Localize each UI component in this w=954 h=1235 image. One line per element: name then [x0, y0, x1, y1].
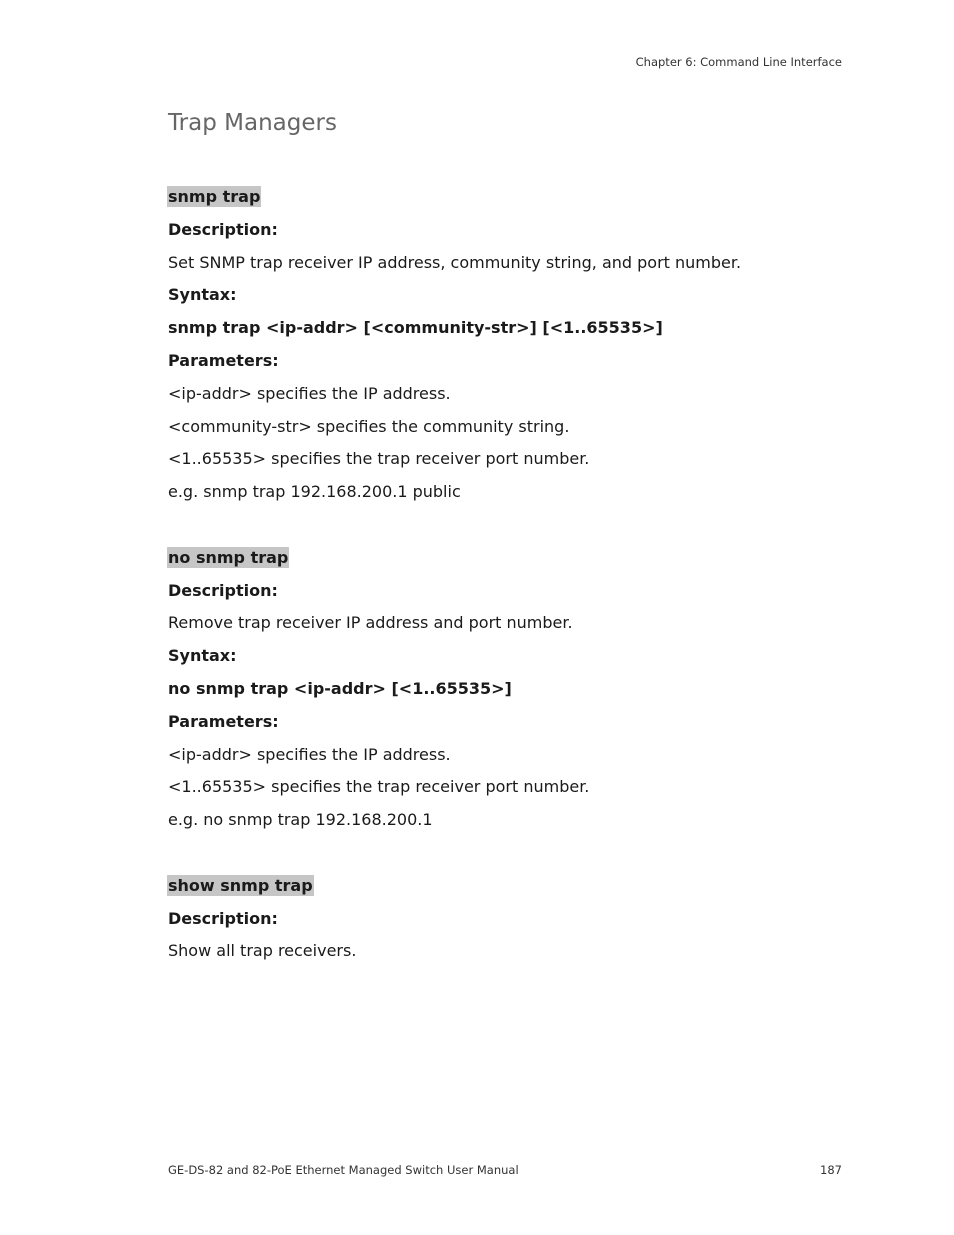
section-spacer	[168, 509, 848, 542]
page-title: Trap Managers	[168, 110, 337, 136]
syntax-text: snmp trap <ip-addr> [<community-str>] [<1..65535>]	[168, 318, 663, 338]
description-label: Description:	[168, 580, 278, 600]
syntax-label: Syntax:	[168, 285, 237, 305]
syntax-label: Syntax:	[168, 646, 237, 666]
example-text: e.g. snmp trap 192.168.200.1 public	[168, 482, 461, 502]
parameter-item: <1..65535> specifies the trap receiver port number.	[168, 777, 590, 797]
description-text: Set SNMP trap receiver IP address, community string, and port number.	[168, 252, 742, 272]
example-text: e.g. no snmp trap 192.168.200.1	[168, 810, 433, 830]
command-heading: snmp trap	[168, 187, 261, 206]
section-snmp-trap	[168, 181, 848, 509]
parameter-item: <ip-addr> specifies the IP address.	[168, 744, 451, 764]
parameters-label: Parameters:	[168, 350, 279, 370]
parameter-item: <community-str> specifies the community string.	[168, 416, 570, 436]
parameters-label: Parameters:	[168, 711, 279, 731]
footer-manual-title: GE-DS-82 and 82-PoE Ethernet Managed Switch User Manual	[168, 1163, 519, 1177]
parameter-item: <ip-addr> specifies the IP address.	[168, 383, 451, 403]
command-heading: no snmp trap	[168, 547, 289, 567]
section-show-snmp-trap	[168, 870, 848, 968]
description-text: Remove trap receiver IP address and port number.	[168, 613, 573, 633]
running-header: Chapter 6: Command Line Interface	[635, 55, 842, 69]
section-spacer	[168, 837, 848, 870]
parameter-item: <1..65535> specifies the trap receiver port number.	[168, 449, 590, 469]
description-text: Show all trap receivers.	[168, 941, 357, 961]
description-label: Description:	[168, 219, 278, 239]
section-no-snmp-trap	[168, 542, 848, 837]
command-heading: show snmp trap	[168, 875, 313, 895]
description-label: Description:	[168, 908, 278, 928]
footer-page-number: 187	[820, 1163, 842, 1177]
main-content	[168, 181, 848, 968]
syntax-text: no snmp trap <ip-addr> [<1..65535>]	[168, 678, 512, 698]
